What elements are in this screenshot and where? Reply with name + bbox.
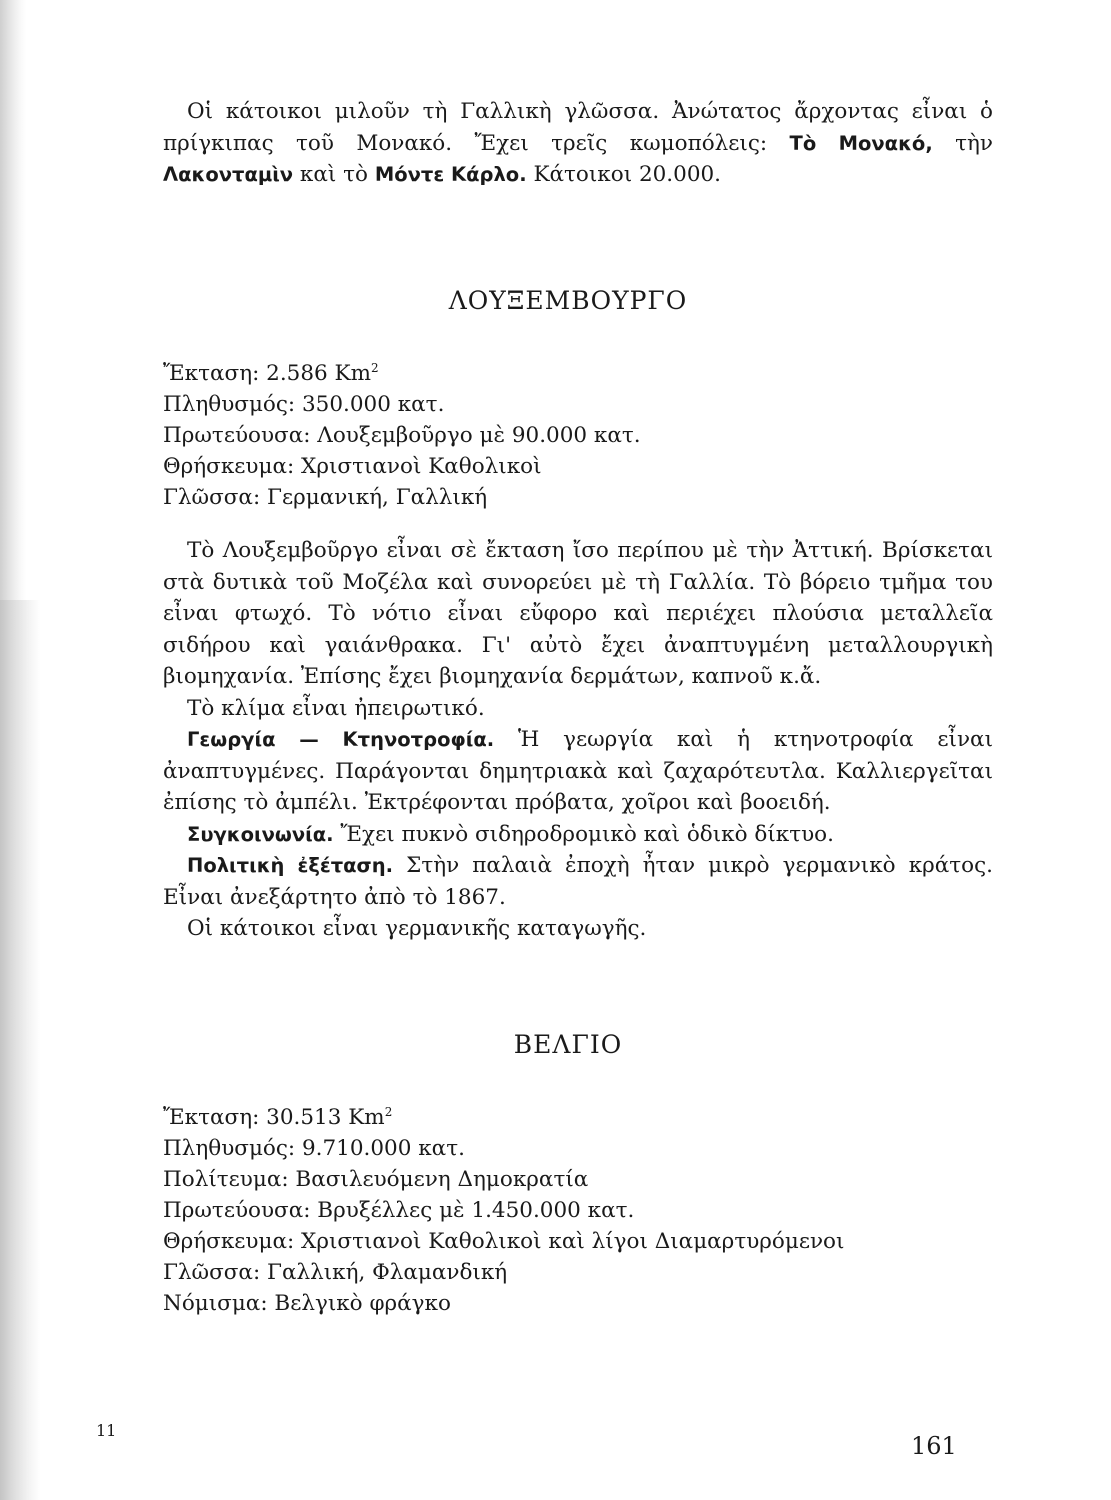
lux-language: Γλῶσσα: Γερμανική, Γαλλική xyxy=(163,485,488,510)
political-text: Στὴν παλαιὰ ἐποχὴ ἦταν μικρὸ γερμανικὸ κράτος. Εἶναι ἀνεξάρτητο ἀπὸ τὸ 1867. xyxy=(163,853,994,910)
monte-carlo-town: Μόντε Κάρλο. xyxy=(374,163,527,186)
lux-area xyxy=(163,358,993,389)
lux-area-sup: 2 xyxy=(371,361,379,375)
bel-government: Πολίτευμα: Βασιλευόμενη Δημοκρατία xyxy=(163,1167,589,1192)
agriculture-label: Γεωργία — Κτηνοτροφία. xyxy=(187,728,495,751)
page-edge-shadow-lower xyxy=(0,600,40,1500)
lux-climate-paragraph: Τὸ κλίμα εἶναι ἠπειρωτικό. xyxy=(187,695,485,721)
section-heading-belgium: ΒΕΛΓΙΟ xyxy=(513,1029,623,1059)
intro-text: καὶ τὸ xyxy=(293,162,375,187)
lux-capital: Πρωτεύουσα: Λουξεμβοῦργο μὲ 90.000 κατ. xyxy=(163,423,641,448)
spacer xyxy=(163,513,993,535)
intro-text: τὴν xyxy=(932,130,993,156)
lux-origin-paragraph: Οἱ κάτοικοι εἶναι γερμανικῆς καταγωγῆς. xyxy=(187,916,647,941)
page-body xyxy=(163,96,993,1319)
lux-area-label: Ἔκταση: 2.586 Km xyxy=(163,361,371,386)
intro-text: Οἱ κάτοικοι μιλοῦν τὴ Γαλλικὴ γλῶσσα. Ἀνώτατος ἄρχοντας εἶναι ὁ πρίγκιπας τοῦ Μονακό. Ἔχει τρεῖς κωμοπόλεις: xyxy=(163,99,993,156)
bel-capital: Πρωτεύουσα: Βρυξέλλες μὲ 1.450.000 κατ. xyxy=(163,1198,635,1223)
lux-political-paragraph xyxy=(163,850,993,913)
monaco-town: Τὸ Μονακό, xyxy=(789,131,933,155)
luxembourg-facts xyxy=(163,358,993,513)
lux-religion: Θρήσκευμα: Χριστιανοὶ Καθολικοὶ xyxy=(163,454,542,479)
bel-area-sup: 2 xyxy=(384,1105,393,1119)
signature-mark: 11 xyxy=(96,1421,117,1440)
communication-label: Συγκοινωνία. xyxy=(187,822,334,846)
bel-area xyxy=(163,1102,993,1133)
bel-currency: Νόμισμα: Βελγικὸ φράγκο xyxy=(163,1291,451,1316)
lux-agriculture-paragraph xyxy=(163,724,993,819)
lux-population: Πληθυσμός: 350.000 κατ. xyxy=(163,392,445,417)
bel-language: Γλῶσσα: Γαλλική, Φλαμανδική xyxy=(163,1260,508,1285)
lux-main-paragraph: Τὸ Λουξεμβοῦργο εἶναι σὲ ἔκταση ἴσο περίπου μὲ τὴν Ἀττική. Βρίσκεται στὰ δυτικὰ τοῦ Μοζέλα καὶ συνορεύει μὲ τὴ Γαλλία. Τὸ βόρειο τμῆμα του εἶναι φτωχό. Τὸ νότιο εἶναι εὔφορο καὶ περιέχει πλούσια μεταλλεῖα σιδήρου καὶ γαιάνθρακα. Γι' αὐτὸ ἔχει ἀναπτυγμένη μεταλλουργικὴ βιομηχανία. Ἐπίσης ἔχει βιομηχανία δερμάτων, καπνοῦ κ.ἄ. xyxy=(163,538,993,689)
bel-population: Πληθυσμός: 9.710.000 κατ. xyxy=(163,1136,465,1161)
lux-communication-paragraph xyxy=(163,819,993,851)
agriculture-text: Ἡ γεωργία καὶ ἡ κτηνοτροφία εἶναι ἀναπτυγμένες. Παράγονται δημητριακὰ καὶ ζαχαρότευτλα. Καλλιεργεῖται ἐπίσης τὸ ἀμπέλι. Ἐκτρέφονται πρόβατα, χοῖροι καὶ βοοειδή. xyxy=(163,727,993,815)
section-heading-luxembourg: ΛΟΥΞΕΜΒΟΥΡΓΟ xyxy=(448,285,688,315)
page-number: 161 xyxy=(911,1432,957,1460)
political-label: Πολιτικὴ ἐξέταση. xyxy=(187,854,394,877)
communication-text: Ἔχει πυκνὸ σιδηροδρομικὸ καὶ ὁδικὸ δίκτυο. xyxy=(333,821,834,847)
lacondamine-town: Λακονταμὶν xyxy=(163,163,294,186)
bel-area-label: Ἔκταση: 30.513 Km xyxy=(163,1105,385,1130)
belgium-facts xyxy=(163,1102,993,1319)
intro-paragraph xyxy=(163,96,993,191)
intro-text: Κάτοικοι 20.000. xyxy=(526,162,722,187)
bel-religion: Θρήσκευμα: Χριστιανοὶ Καθολικοὶ καὶ λίγοι Διαμαρτυρόμενοι xyxy=(163,1229,845,1254)
